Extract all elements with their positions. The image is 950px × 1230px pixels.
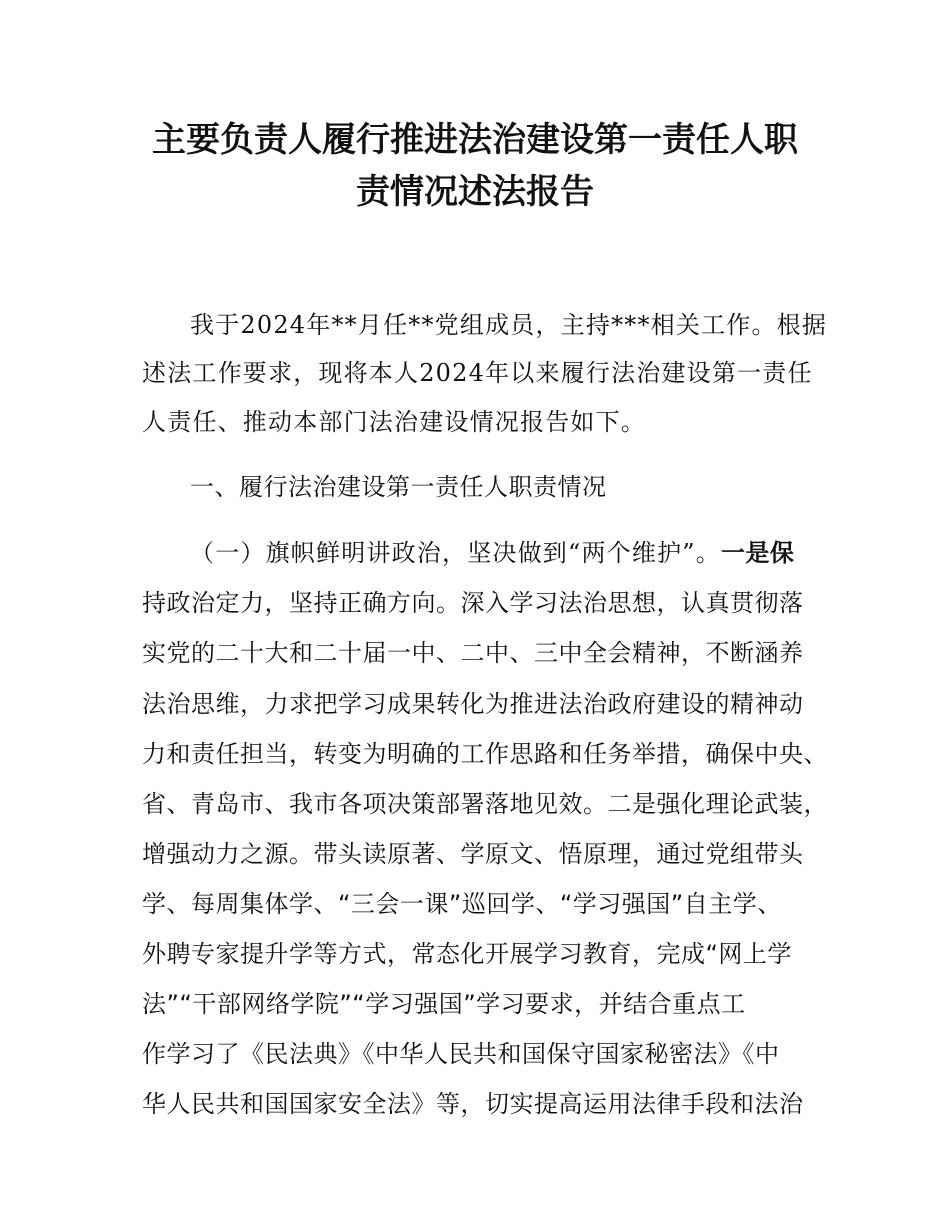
intro-line-2: 述法工作要求，现将本人2024年以来履行法治建设第一责任: [142, 359, 813, 387]
body-line-9: 法”“干部网络学院”“学习强国”学习要求，并结合重点工: [142, 990, 746, 1018]
body-line-7: 学、每周集体学、“三会一课”巡回学、“学习强国”自主学、: [142, 890, 782, 918]
body-line-1: 持政治定力，坚持正确方向。深入学习法治思想，认真贯彻落: [142, 589, 804, 617]
body-line-10: 作学习了《民法典》《中华人民共和国保守国家秘密法》《中: [142, 1040, 780, 1068]
subsection-1-label: （一）旗帜鲜明讲政治，坚决做到“两个维护”。: [190, 539, 721, 567]
body-line-5: 省、青岛市、我市各项决策部署落地见效。二是强化理论武装，: [142, 790, 828, 818]
document-title-line-2: 责情况述法报告: [356, 172, 594, 212]
subsection-1-point-1-marker: 一是保: [720, 539, 795, 567]
body-line-4: 力和责任担当，转变为明确的工作思路和任务举措，确保中央、: [142, 740, 828, 768]
body-line-11: 华人民共和国国家安全法》等，切实提高运用法律手段和法治: [142, 1090, 804, 1118]
document-title-line-1: 主要负责人履行推进法治建设第一责任人职: [152, 120, 798, 160]
subsection-1-lead-line: [190, 537, 794, 570]
section-1-heading: 一、履行法治建设第一责任人职责情况: [190, 473, 607, 501]
body-line-8: 外聘专家提升学等方式，常态化开展学习教育，完成“网上学: [142, 940, 792, 968]
body-line-2: 实党的二十大和二十届一中、二中、三中全会精神，不断涵养: [142, 639, 804, 667]
body-line-6: 增强动力之源。带头读原著、学原文、悟原理，通过党组带头: [142, 840, 804, 868]
intro-line-1: 我于2024年**月任**党组成员，主持***相关工作。根据: [190, 311, 828, 339]
intro-line-3: 人责任、推动本部门法治建设情况报告如下。: [142, 408, 646, 436]
body-line-3: 法治思维，力求把学习成果转化为推进法治政府建设的精神动: [142, 690, 804, 718]
